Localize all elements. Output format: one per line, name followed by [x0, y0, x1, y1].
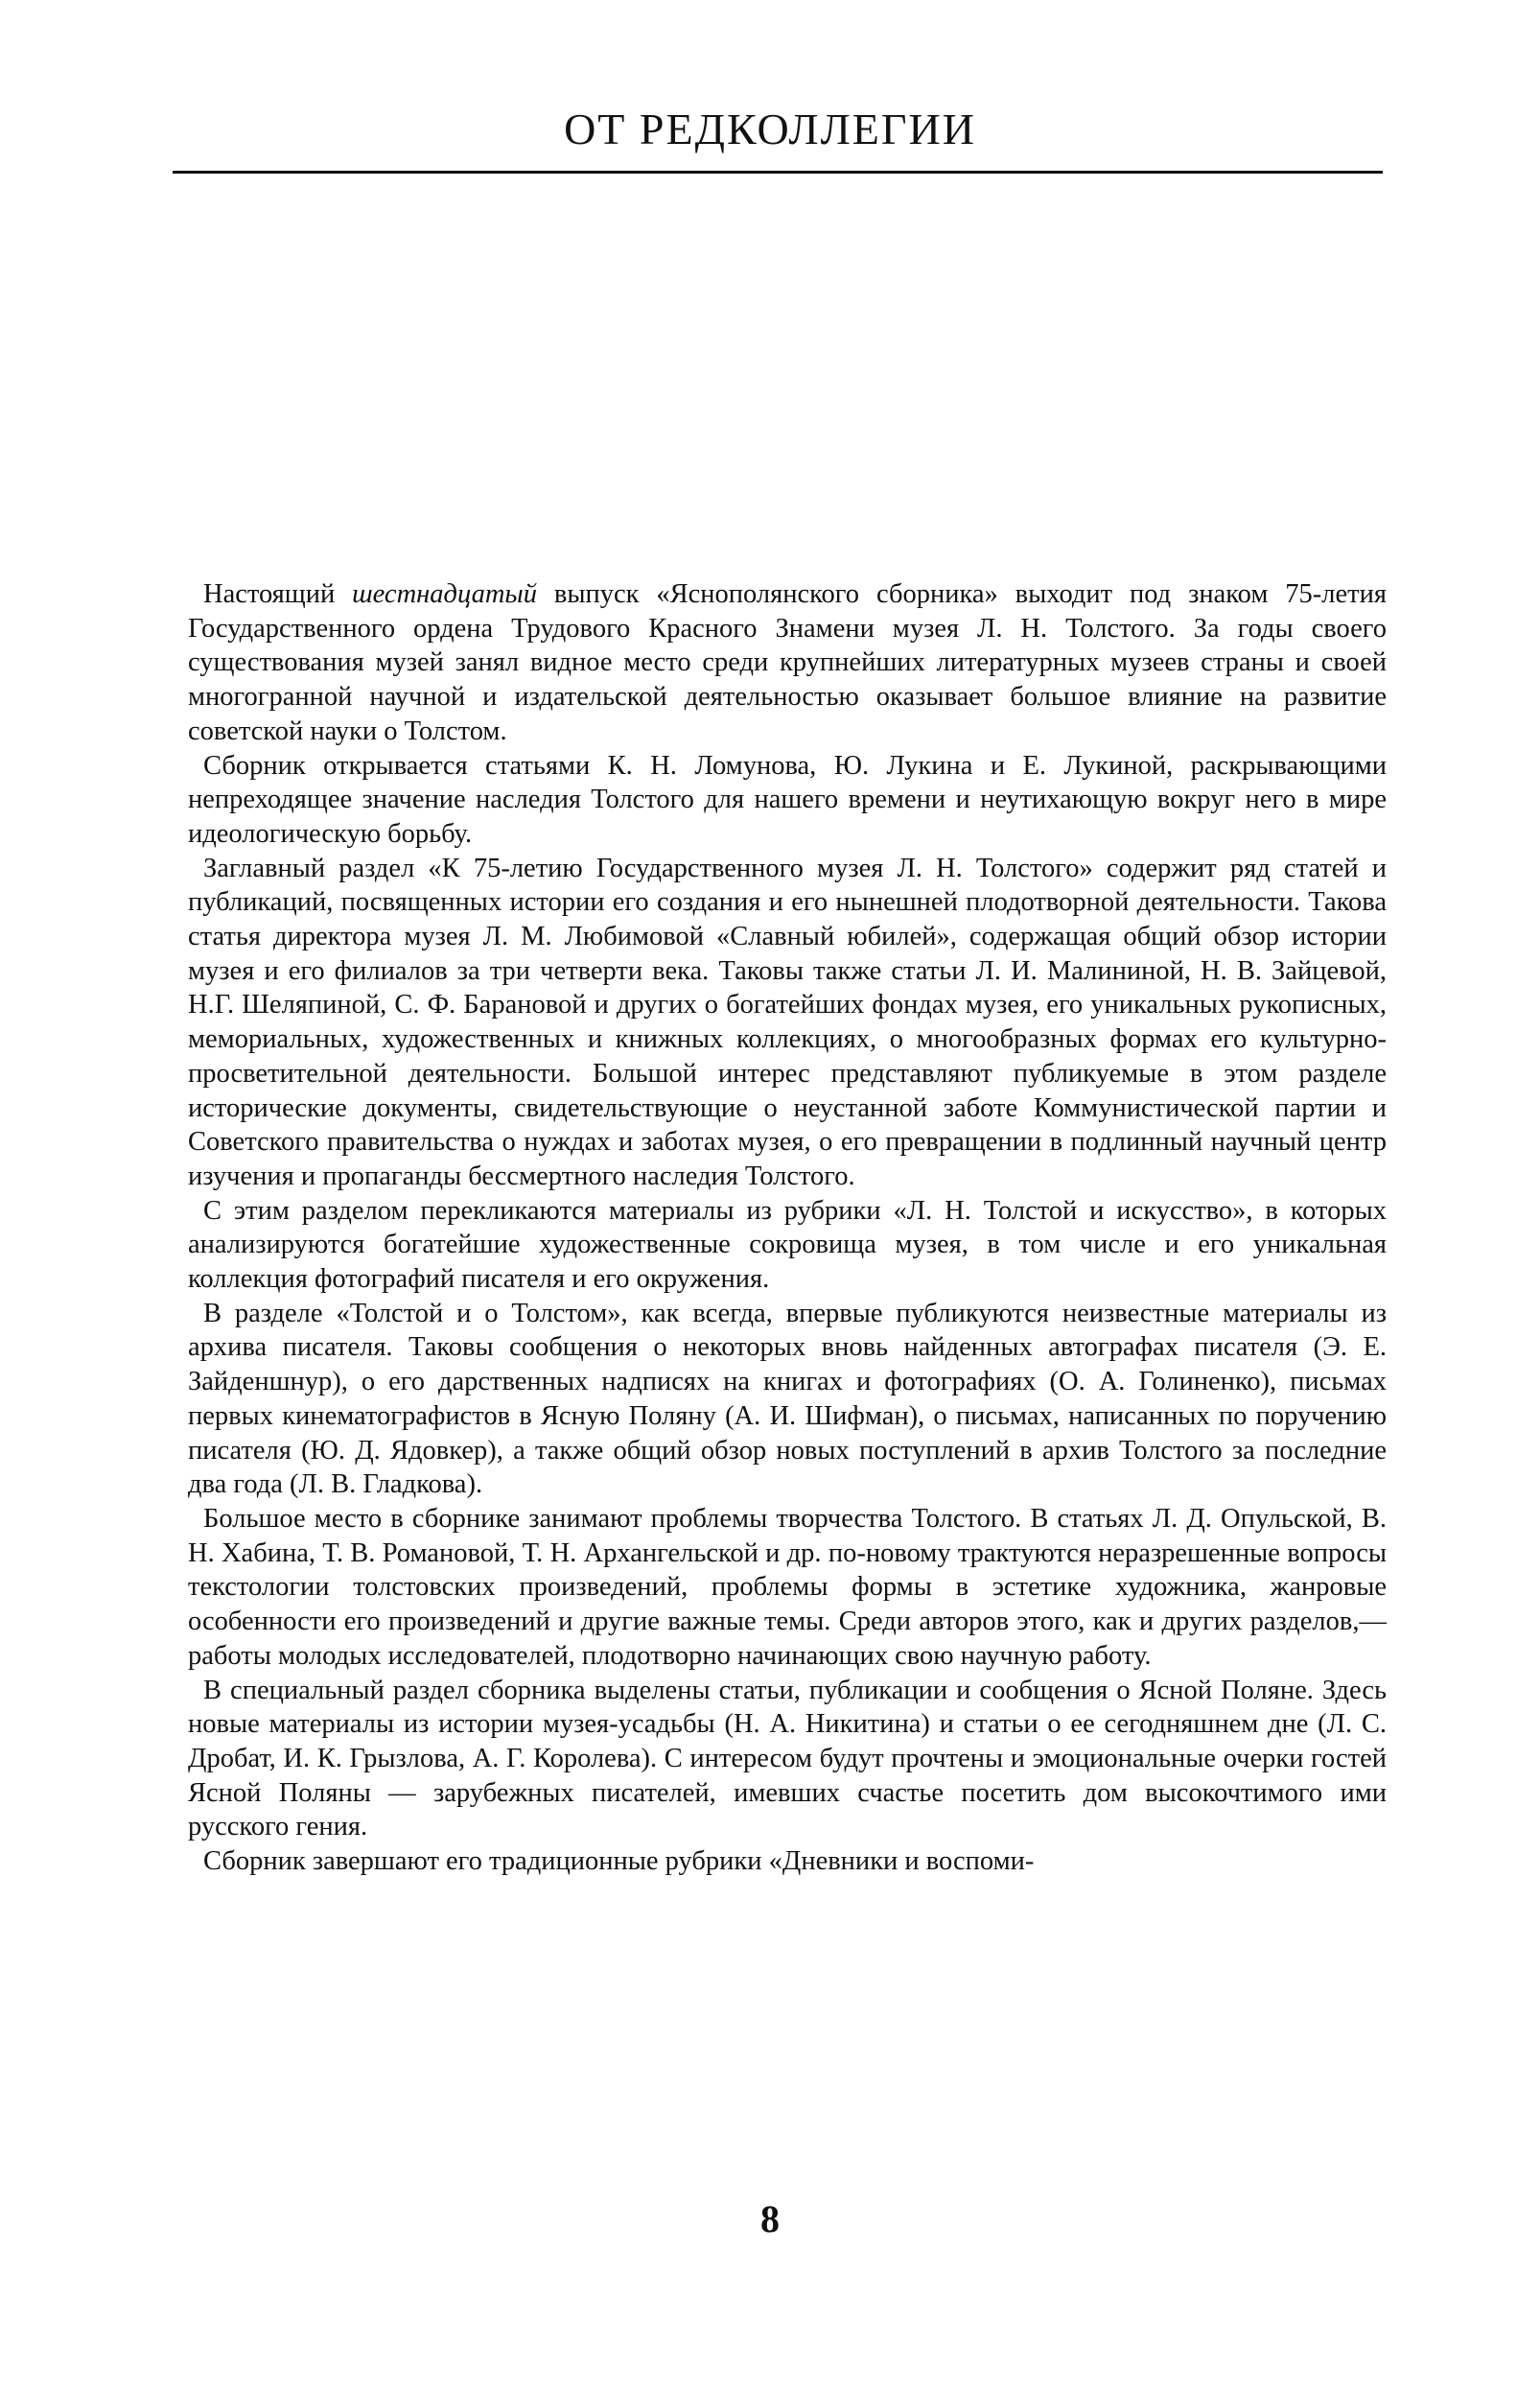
page-number: 8	[760, 2197, 780, 2241]
heading-rule	[173, 171, 1383, 174]
section-heading: ОТ РЕДКОЛЛЕГИИ	[564, 105, 976, 153]
paragraph-5: В разделе «Толстой и о Толстом», как всегда, впервые публикуются неизвестные материалы из архива писателя. Таковы сообщения о некоторых вновь найденных автографах писателя (Э. Е. Зайденшнур), о его дарственных надписях на книгах и фотографиях (О. А. Голиненко), письмах первых кинематографистов в Ясную Поляну (А. И. Шифман), о письмах, написанных по поручению писателя (Ю. Д. Ядовкер), а также общий обзор новых поступлений в архив Толстого за последние два года (Л. В. Гладкова).	[188, 1298, 1387, 1500]
paragraph-2: Сборник открывается статьями К. Н. Ломунова, Ю. Лукина и Е. Лукиной, раскрывающими непреходящее значение наследия Толстого для нашего времени и неутихающую вокруг него в мире идеологическую борьбу.	[188, 750, 1387, 849]
paragraph-1-rest: выпуск «Яснополянского сборника» выходит под знаком 75-летия Государственного ордена Трудового Красного Знамени музея Л. Н. Толстого. За годы своего существования музей занял видное место среди крупнейших литературных музеев страны и своей многогранной научной и издательской деятельностью оказывает большое влияние на развитие советской науки о Толстом.	[188, 579, 1387, 746]
paragraph-8: Сборник завершают его традиционные рубрики «Дневники и воспоми-	[203, 1846, 1035, 1877]
paragraph-6: Большое место в сборнике занимают проблемы творчества Толстого. В статьях Л. Д. Опульской, В. Н. Хабина, Т. В. Романовой, Т. Н. Архангельской и др. по-новому трактуются неразрешенные вопросы текстологии толстовских произведений, проблемы формы в эстетике художника, жанровые особенности его произведений и другие важные темы. Среди авторов этого, как и других разделов,— работы молодых исследователей, плодотворно начинающих свою научную работу.	[188, 1503, 1387, 1671]
editorial-text	[188, 577, 1387, 1879]
paragraph-1-start: Настоящий	[203, 579, 353, 609]
paragraph-1	[188, 577, 1387, 749]
issue-number-emphasis: шестнадцатый	[352, 579, 537, 609]
paragraph-4: С этим разделом перекликаются материалы из рубрики «Л. Н. Толстой и искусство», в которых анализируются богатейшие художественные сокровища музея, в том числе и его уникальная коллекция фотографий писателя и его окружения.	[188, 1195, 1387, 1295]
paragraph-7: В специальный раздел сборника выделены статьи, публикации и сообщения о Ясной Поляне. Здесь новые материалы из истории музея-усадьбы (Н. А. Никитина) и статьи о ее сегодняшнем дне (Л. С. Дробат, И. К. Грызлова, А. Г. Королева). С интересом будут прочтены и эмоциональные очерки гостей Ясной Поляны — зарубежных писателей, имевших счастье посетить дом высокочтимого ими русского гения.	[188, 1675, 1387, 1842]
paragraph-3: Заглавный раздел «К 75-летию Государственного музея Л. Н. Толстого» содержит ряд статей и публикаций, посвященных истории его создания и его нынешней плодотворной деятельности. Такова статья директора музея Л. М. Любимовой «Славный юбилей», содержащая общий обзор истории музея и его филиалов за три четверти века. Таковы также статьи Л. И. Малининой, Н. В. Зайцевой, Н.Г. Шеляпиной, С. Ф. Барановой и других о богатейших фондах музея, его уникальных рукописных, мемориальных, художественных и книжных коллекциях, о многообразных формах его культурно-просветительной деятельности. Большой интерес представляют публикуемые в этом разделе исторические документы, свидетельствующие о неустанной заботе Коммунистической партии и Советского правительства о нуждах и заботах музея, о его превращении в подлинный научный центр изучения и пропаганды бессмертного наследия Толстого.	[188, 853, 1387, 1191]
